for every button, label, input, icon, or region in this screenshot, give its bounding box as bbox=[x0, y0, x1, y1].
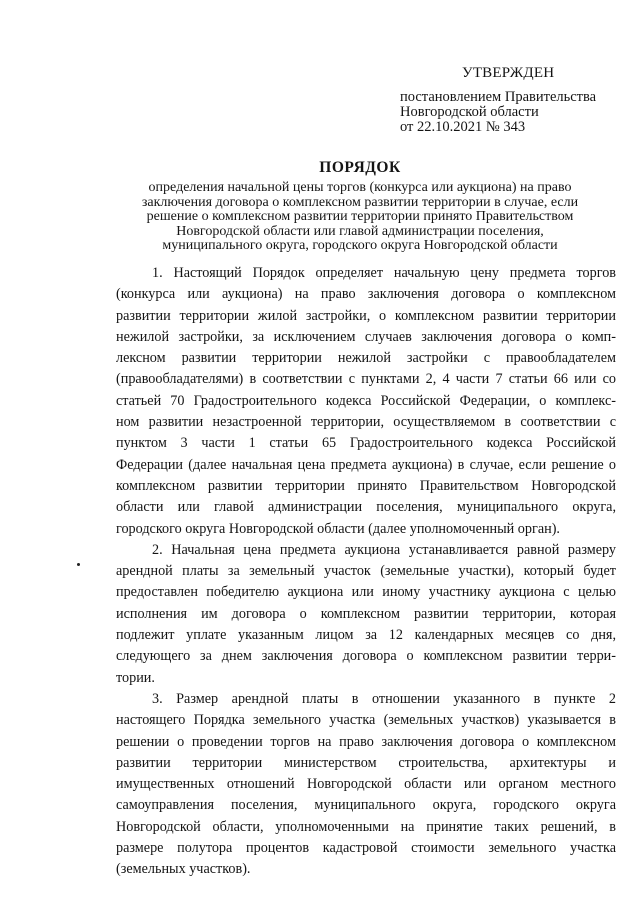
paragraph-line: тории. bbox=[116, 669, 155, 686]
subtitle-line: решение о комплексном развитии территории принято Правительством bbox=[146, 209, 574, 225]
paragraph-line: статьей 70 Градостроительного кодекса Российской Федерации, о комплекс- bbox=[116, 392, 616, 409]
paragraph-line: развитии территории министерством строительства, архитектуры и bbox=[116, 754, 616, 771]
paragraph-line: (земельных участков). bbox=[116, 861, 251, 878]
paragraph-line: (правообладателями) в соответствии с пунктами 2, 4 части 7 статьи 66 или со bbox=[116, 371, 616, 388]
paragraph-line: арендной платы за земельный участок (земельные участки), который будет bbox=[116, 563, 616, 580]
paragraph-line: 2. Начальная цена предмета аукциона устанавливается равной размеру bbox=[152, 541, 616, 558]
paragraph-line: Федерации (далее начальная цена предмета аукциона) в случае, если решение о bbox=[116, 456, 616, 473]
document-title: ПОРЯДОК bbox=[319, 159, 401, 176]
scan-speck bbox=[77, 563, 80, 566]
subtitle-line: заключения договора о комплексном развитии территории в случае, если bbox=[141, 194, 579, 210]
paragraph-line: следующего за днем заключения договора о комплексном развитии терри- bbox=[116, 648, 616, 665]
paragraph-line: предоставлен победителю аукциона или иному участнику аукциона с целью bbox=[116, 584, 616, 601]
subtitle-line: муниципального округа, городского округа Новгородской области bbox=[162, 238, 558, 254]
approval-block bbox=[400, 66, 630, 135]
paragraph-line: подлежит уплате указанным лицом за 12 календарных месяцев со дня, bbox=[116, 627, 616, 644]
paragraph bbox=[116, 263, 616, 540]
paragraph-line: городского округа Новгородской области (далее уполномоченный орган). bbox=[116, 520, 560, 537]
approval-line: постановлением Правительства bbox=[400, 89, 597, 105]
document-body bbox=[116, 263, 616, 881]
approval-header: УТВЕРЖДЕН bbox=[462, 65, 555, 81]
paragraph-line: развитии территории жилой застройки, о комплексном развитии территории bbox=[116, 307, 616, 324]
paragraph-line: (конкурса или аукциона) на право заключения договора о комплексном bbox=[116, 286, 616, 303]
paragraph bbox=[116, 689, 616, 881]
paragraph-line: настоящего Порядка земельного участка (земельных участков) указывается в bbox=[116, 712, 616, 729]
paragraph-line: Новгородской области, уполномоченными на принятие таких решений, в bbox=[116, 818, 616, 835]
paragraph bbox=[116, 540, 616, 689]
paragraph-line: пунктом 3 части 1 статьи 65 Градостроительного кодекса Российской bbox=[116, 435, 616, 452]
paragraph-line: комплексном развитии территории принято Правительством Новгородской bbox=[116, 477, 616, 494]
paragraph-line: 1. Настоящий Порядок определяет начальную цену предмета торгов bbox=[152, 265, 616, 281]
subtitle-line: определения начальной цены торгов (конкурса или аукциона) на право bbox=[148, 180, 572, 195]
approval-line: от 22.10.2021 № 343 bbox=[400, 119, 526, 135]
paragraph-line: нежилой застройки, за исключением случаев заключения договора о комп- bbox=[116, 328, 616, 345]
paragraph-line: имущественных отношений Новгородской области или органом местного bbox=[116, 776, 616, 793]
paragraph-line: лексном развитии территории нежилой застройки с правообладателем bbox=[116, 350, 616, 367]
paragraph-line: области или главой администрации поселения, муниципального округа, bbox=[116, 499, 616, 516]
subtitle-line: Новгородской области или главой администрации поселения, bbox=[176, 223, 544, 239]
paragraph-line: решении о проведении торгов на право заключения договора о комплексном bbox=[116, 733, 616, 750]
paragraph-line: размере полутора процентов кадастровой стоимости земельного участка bbox=[116, 840, 616, 857]
document-subtitle bbox=[100, 181, 620, 254]
approval-line: Новгородской области bbox=[400, 104, 539, 120]
paragraph-line: самоуправления поселения, муниципального округа, городского округа bbox=[116, 797, 616, 814]
paragraph-line: ном развитии незастроенной территории, осуществляемом в соответствии с bbox=[116, 414, 616, 431]
paragraph-line: 3. Размер арендной платы в отношении указанного в пункте 2 bbox=[152, 690, 616, 707]
paragraph-line: исполнения им договора о комплексном развитии территории, которая bbox=[116, 605, 616, 622]
